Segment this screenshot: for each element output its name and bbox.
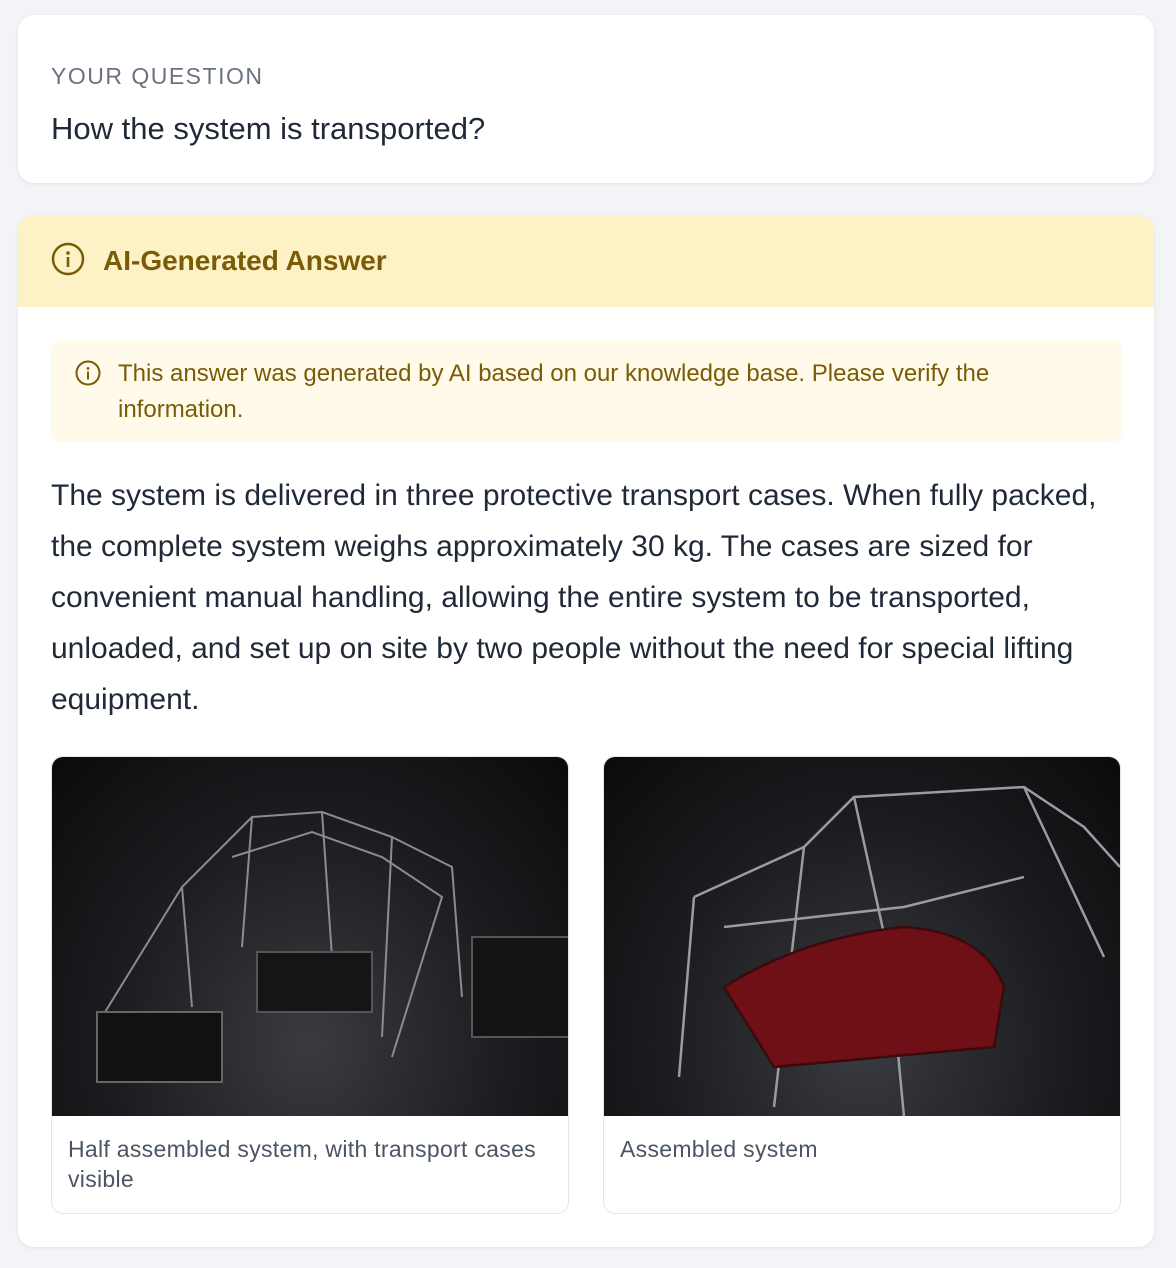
info-icon [51,242,85,281]
answer-title: AI-Generated Answer [103,245,387,276]
figure-half-assembled [51,756,569,1214]
answer-body: The system is delivered in three protective transport cases. When fully packed, the complete system weighs approximately 30 kg. The cases are sized for convenient manual handling, allowing the entire system to be transported, unloaded, and set up on site by two people without the need for special lifting equipment. [51,479,1097,716]
question-text: How the system is transported? [51,111,486,146]
figure-caption: Assembled system [620,1136,818,1162]
question-card [18,15,1154,183]
notice-text: This answer was generated by AI based on our knowledge base. Please verify the information. [118,360,990,423]
question-label: YOUR QUESTION [51,63,264,89]
figure-assembled [603,756,1121,1214]
answer-header [18,215,1154,307]
answer-card [18,215,1154,1247]
info-icon [75,360,101,391]
ai-notice [51,340,1122,442]
figure-image [604,757,1120,1116]
figure-caption: Half assembled system, with transport cases visible [68,1136,536,1192]
figure-image [52,757,568,1116]
